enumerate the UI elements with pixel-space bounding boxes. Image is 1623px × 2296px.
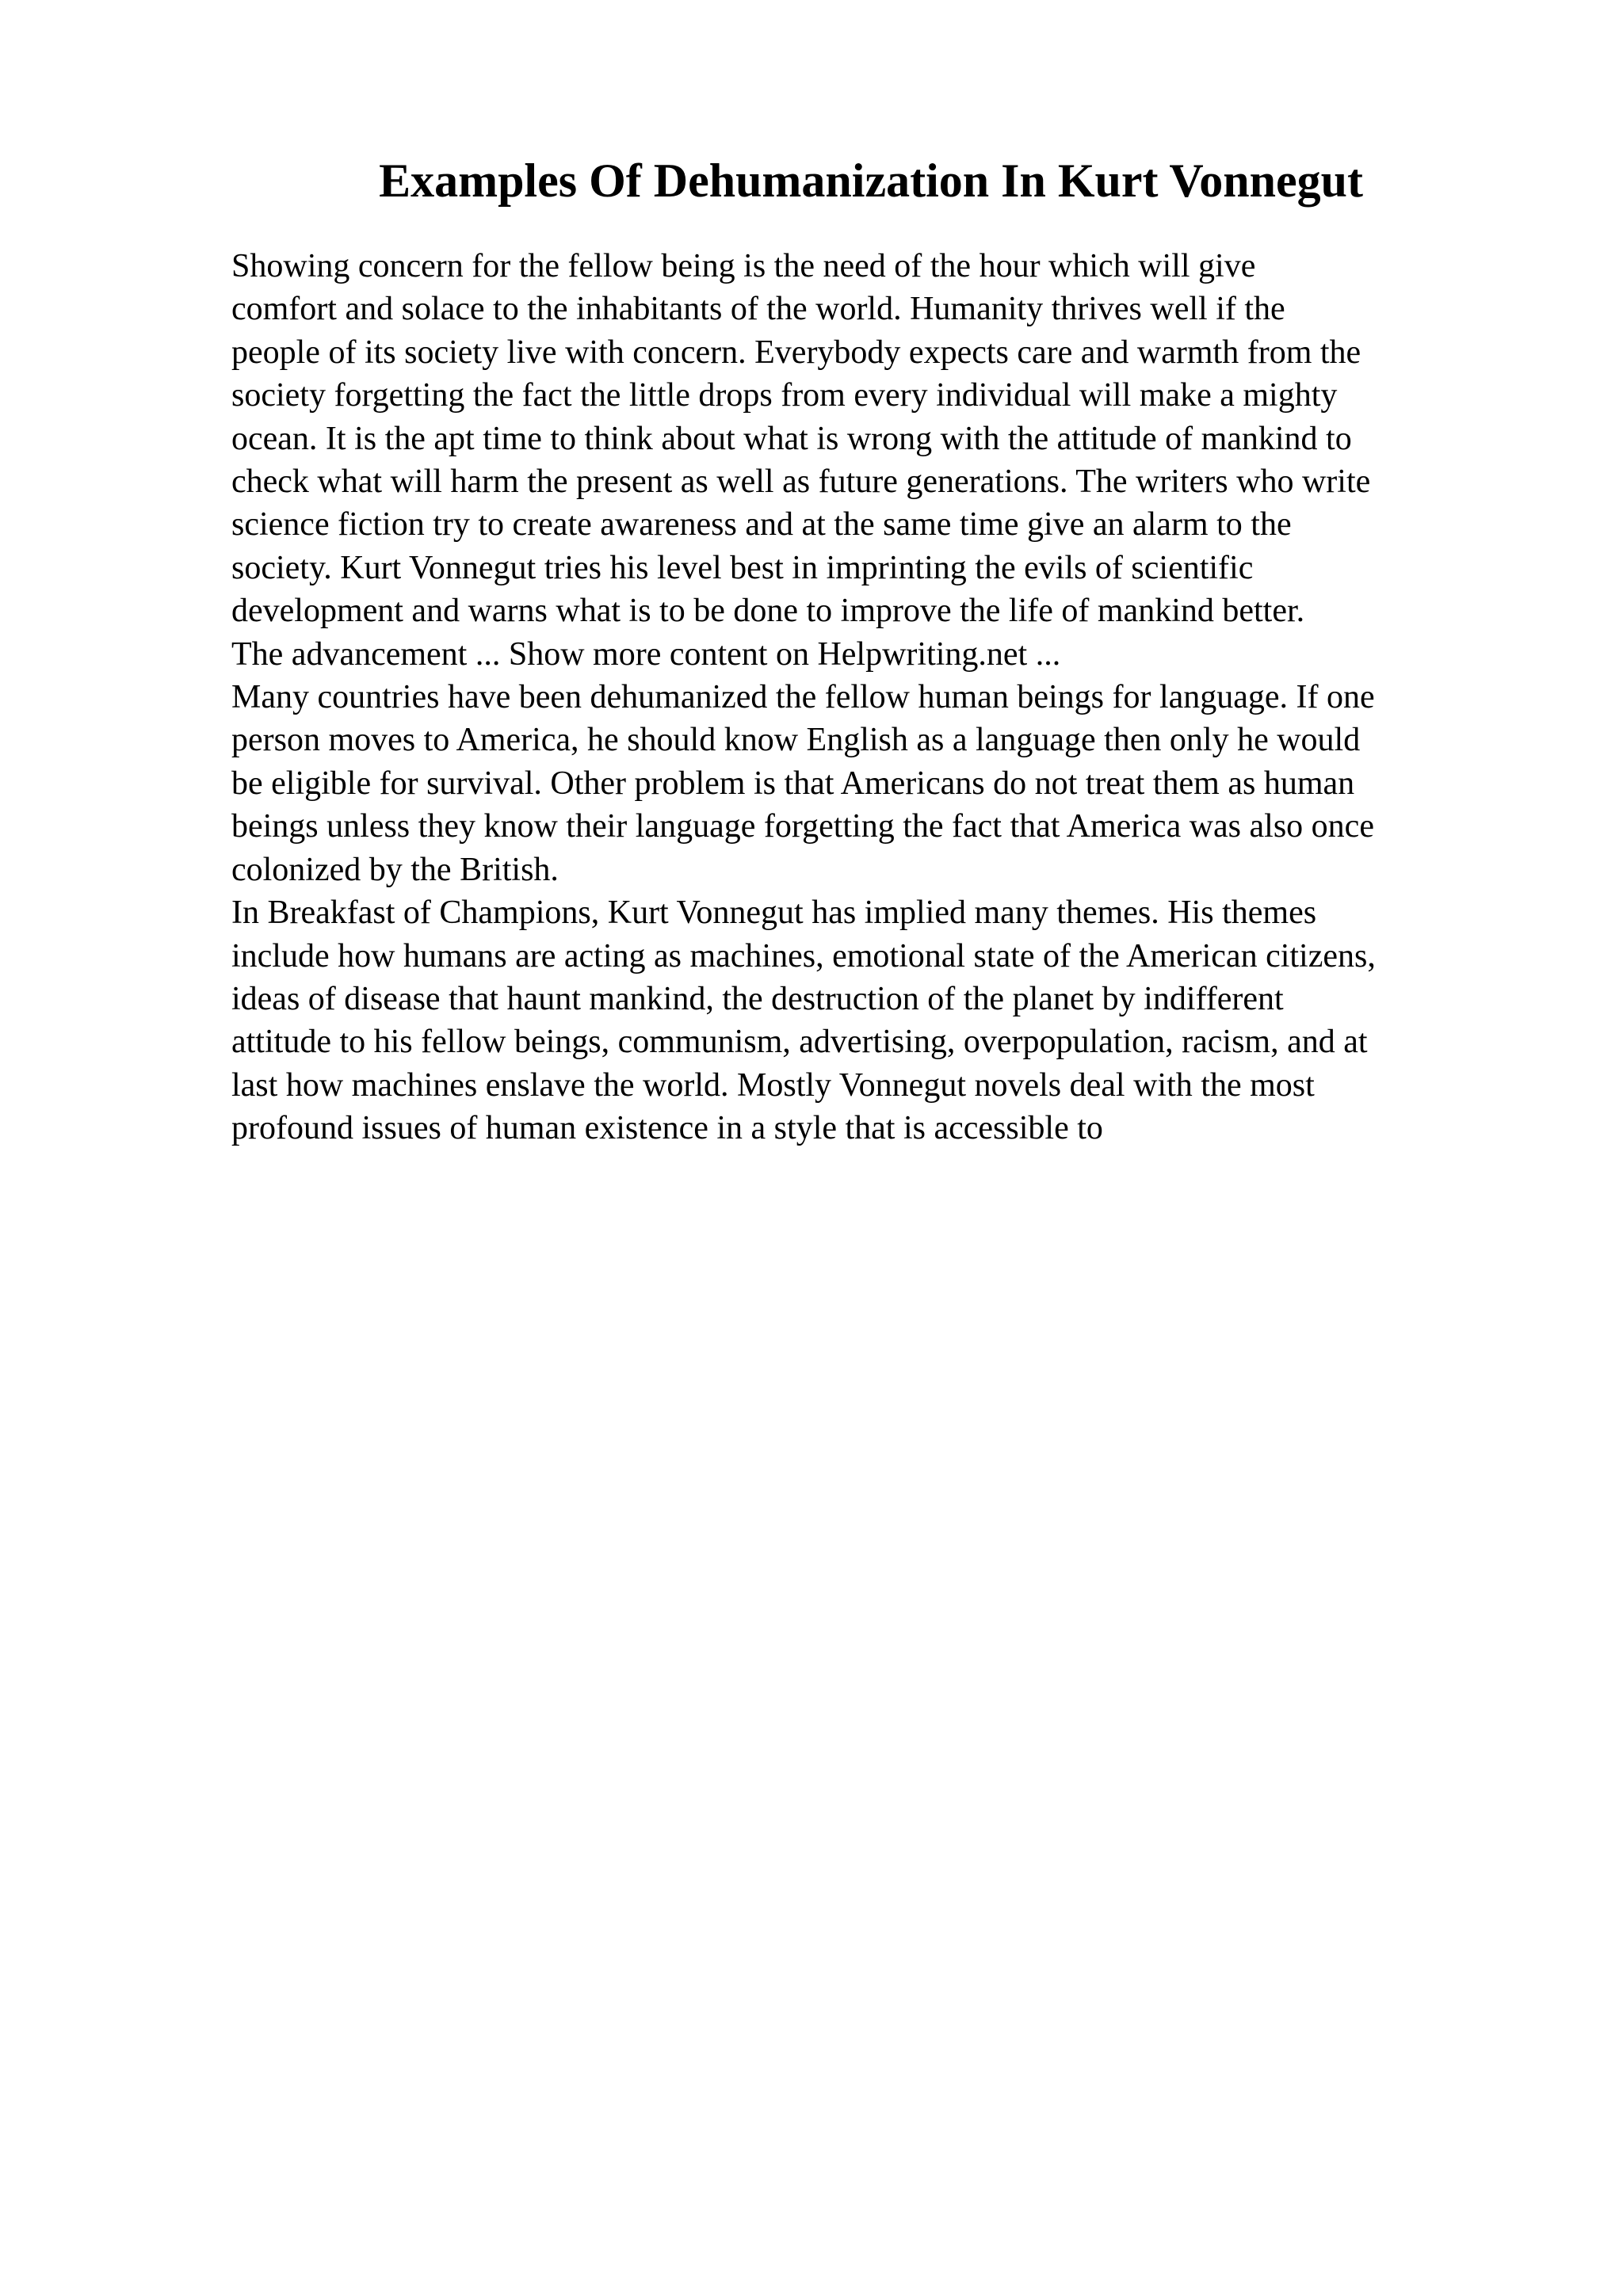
body-line: ocean. It is the apt time to think about what is wrong with the attitude of mankind to [231, 420, 1352, 457]
body-line: attitude to his fellow beings, communism, advertising, overpopulation, racism, and at [231, 1024, 1368, 1061]
body-line: beings unless they know their language forgetting the fact that America was also once [231, 808, 1374, 845]
body-line: check what will harm the present as well as future generations. The writers who write [231, 463, 1371, 501]
body-line: include how humans are acting as machines, emotional state of the American citizens, [231, 937, 1376, 974]
body-line: Showing concern for the fellow being is the need of the hour which will give [231, 248, 1256, 284]
body-line: science fiction try to create awareness and at the same time give an alarm to the [231, 506, 1292, 543]
body-line: society. Kurt Vonnegut tries his level best in imprinting the evils of scientific [231, 549, 1254, 586]
body-line: ideas of disease that haunt mankind, the destruction of the planet by indifferent [231, 980, 1284, 1017]
document-title: Examples Of Dehumanization In Kurt Vonnegut [379, 154, 1363, 207]
body-line: The advancement ... Show more content on Helpwriting.net ... [231, 635, 1061, 673]
body-line: colonized by the British. [231, 851, 559, 888]
body-line: development and warns what is to be done to improve the life of mankind better. [231, 593, 1305, 630]
document-body [231, 245, 1594, 1150]
body-line: society forgetting the fact the little drops from every individual will make a mighty [231, 377, 1338, 414]
body-line: profound issues of human existence in a style that is accessible to [231, 1110, 1103, 1147]
body-line: In Breakfast of Champions, Kurt Vonnegut has implied many themes. His themes [231, 894, 1317, 932]
body-line: person moves to America, he should know English as a language then only he would [231, 722, 1361, 759]
body-line: be eligible for survival. Other problem is that Americans do not treat them as human [231, 765, 1355, 802]
body-line: comfort and solace to the inhabitants of the world. Humanity thrives well if the [231, 291, 1285, 328]
body-line: Many countries have been dehumanized the fellow human beings for language. If one [231, 679, 1375, 716]
body-line: last how machines enslave the world. Mostly Vonnegut novels deal with the most [231, 1066, 1315, 1104]
body-line: people of its society live with concern. Everybody expects care and warmth from the [231, 334, 1361, 371]
